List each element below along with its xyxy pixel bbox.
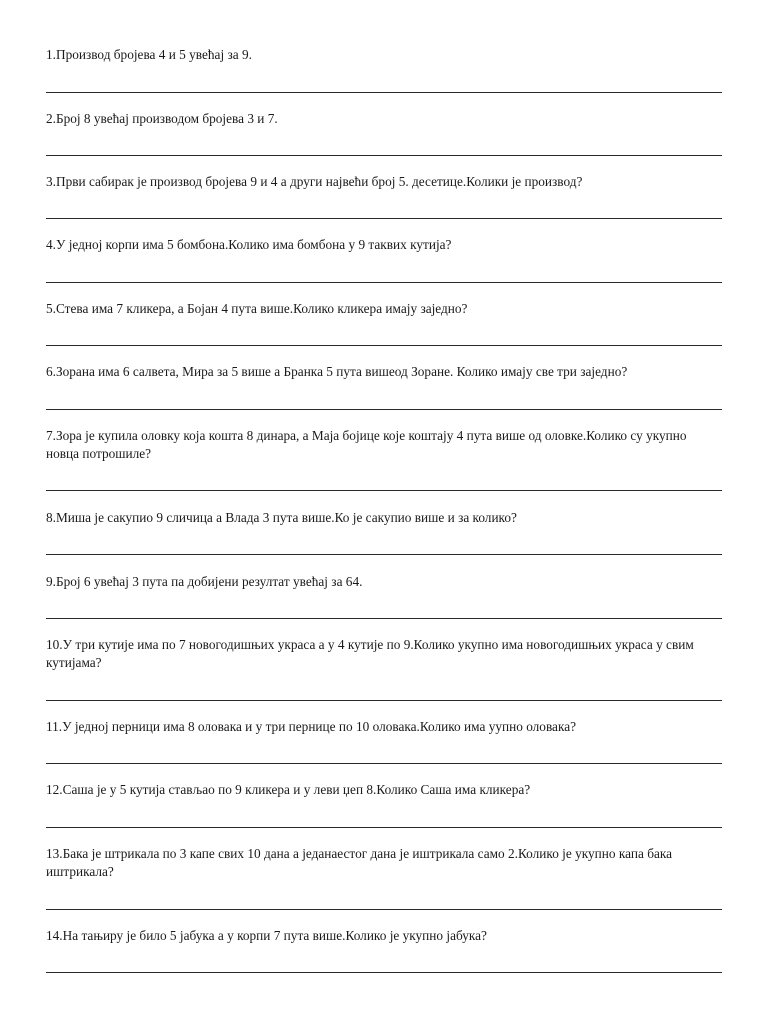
answer-line-12: [46, 827, 722, 828]
question-1: 1.Производ бројева 4 и 5 увећај за 9.: [46, 47, 252, 62]
answer-line-5: [46, 345, 722, 346]
answer-line-13: [46, 909, 722, 910]
answer-line-8: [46, 554, 722, 555]
question-8: 8.Миша је сакупио 9 сличица а Влада 3 пута више.Ко је сакупио више и за колико?: [46, 510, 517, 525]
question-2: 2.Број 8 увећај производом бројева 3 и 7.: [46, 111, 278, 126]
question-12: 12.Саша је у 5 кутија стављао по 9 кликера и у леви џеп 8.Колико Саша има кликера?: [46, 782, 531, 797]
answer-line-11: [46, 763, 722, 764]
answer-line-1: [46, 92, 722, 93]
question-5: 5.Стева има 7 кликера, а Бојан 4 пута више.Колико кликера имају заједно?: [46, 301, 468, 316]
question-7: 7.Зора је купила оловку која кошта 8 динара, а Маја бојице које коштају 4 пута више од оловке.Колико су укупно новца потрошиле?: [46, 428, 687, 461]
answer-line-6: [46, 409, 722, 410]
answer-line-2: [46, 155, 722, 156]
answer-line-9: [46, 618, 722, 619]
question-4: 4.У једној корпи има 5 бомбона.Колико има бомбона у 9 таквих кутија?: [46, 237, 452, 252]
question-13: 13.Бака је штрикала по 3 капе свих 10 дана а једанаестог дана је иштрикала само 2.Колико је укупно капа бака иштрикала?: [46, 846, 673, 879]
question-14: 14.На тањиру је било 5 јабука а у корпи 7 пута више.Колико је укупно јабука?: [46, 928, 487, 943]
answer-line-7: [46, 490, 722, 491]
question-9: 9.Број 6 увећај 3 пута па добијени резултат увећај за 64.: [46, 574, 363, 589]
answer-line-3: [46, 218, 722, 219]
answer-line-10: [46, 700, 722, 701]
question-11: 11.У једној перници има 8 оловака и у три пернице по 10 оловака.Колико има уупно оловака?: [46, 719, 577, 734]
question-3: 3.Први сабирак је производ бројева 9 и 4 а други највећи број 5. десетице.Колики је производ?: [46, 174, 583, 189]
question-6: 6.Зорана има 6 салвета, Мира за 5 више а Бранка 5 пута вишеод Зоране. Колико имају све три заједно?: [46, 364, 628, 379]
question-10: 10.У три кутије има по 7 новогодишњих украса а у 4 кутије по 9.Колико укупно има новогодишњих украса у свим кутијама?: [46, 637, 694, 670]
answer-line-4: [46, 282, 722, 283]
answer-line-14: [46, 972, 722, 973]
